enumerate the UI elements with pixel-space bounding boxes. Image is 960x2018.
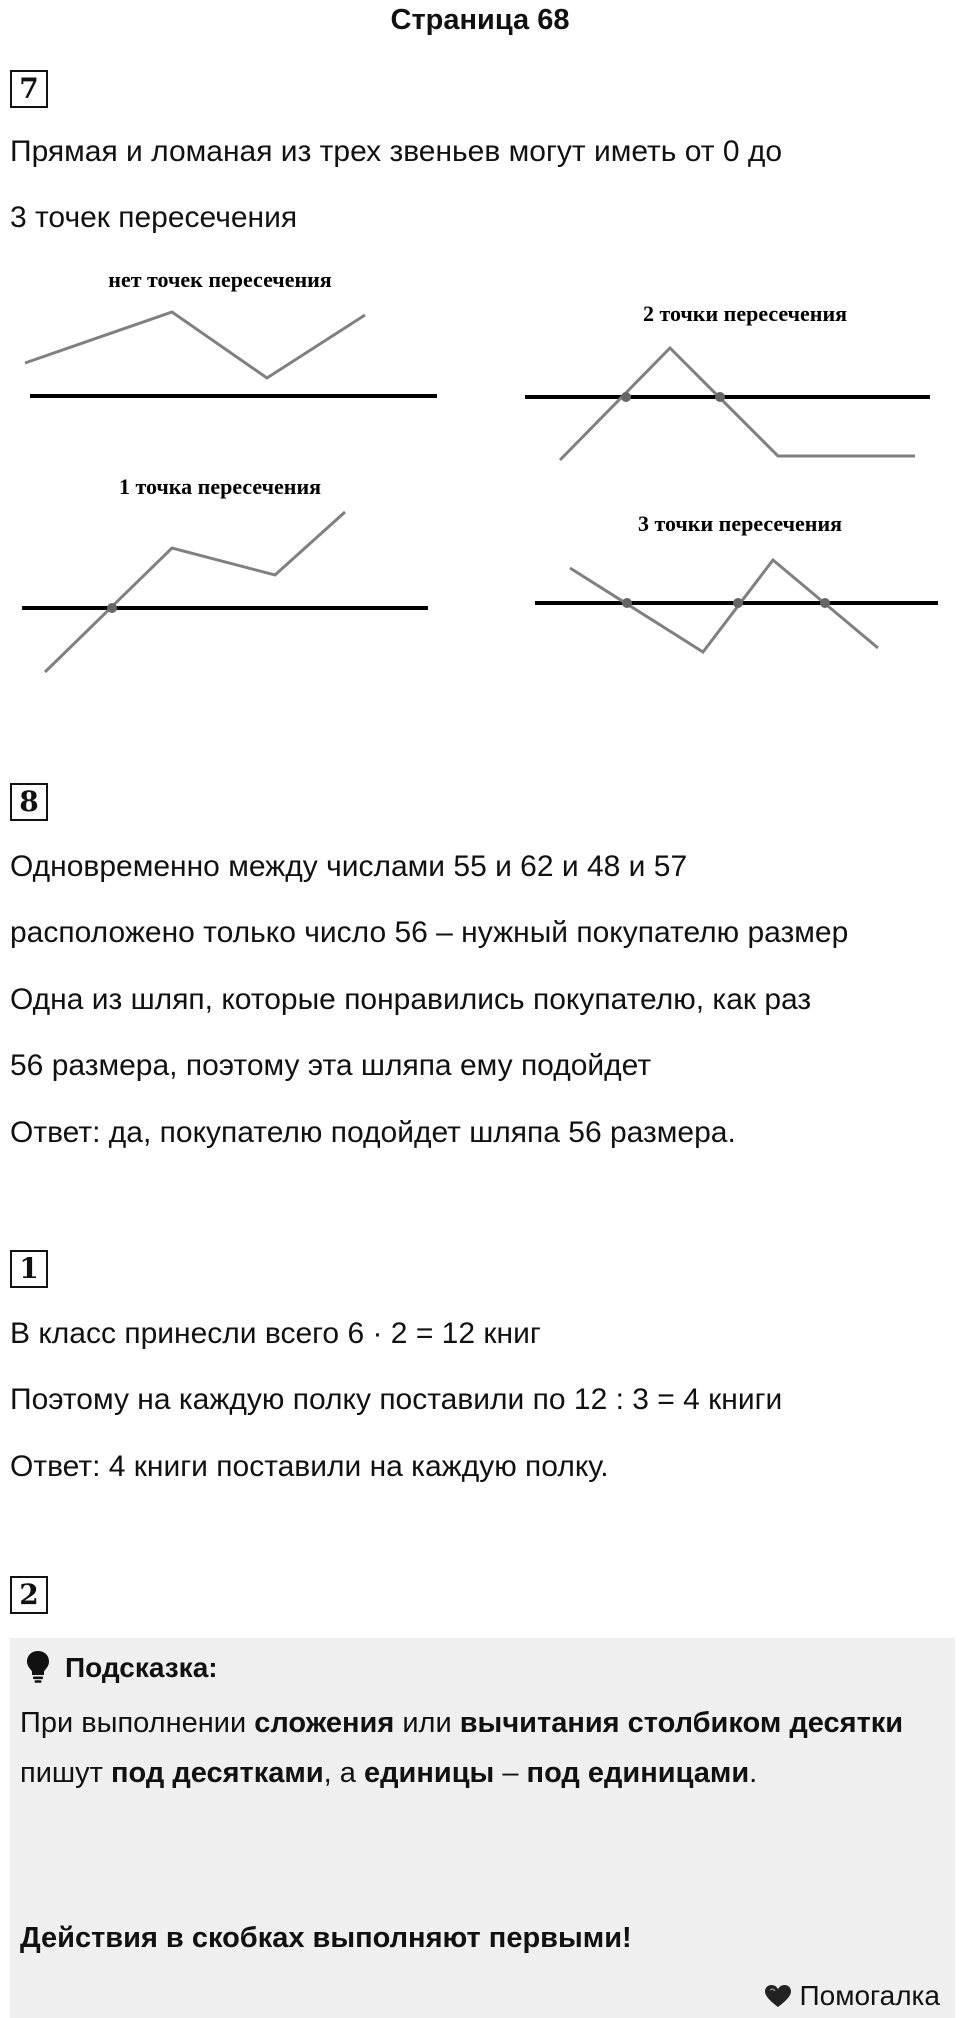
figure-caption-none: нет точек пересечения [108,267,332,292]
task7-line-1: Прямая и ломаная из трех звеньев могут иметь от 0 до [10,135,783,168]
task8-line-1: Одновременно между числами 55 и 62 и 48 и 57 [10,850,688,883]
task8-line-3: Одна из шляп, которые понравились покупателю, как раз [10,983,812,1016]
intersection-point [621,392,631,402]
polyline-three [570,560,878,652]
hint-title: Подсказка: [65,1652,218,1683]
intersection-point [820,598,830,608]
brand-name: Помогалка [799,1980,940,2011]
figure-caption-one: 1 точка пересечения [118,474,322,499]
figure-no-intersections [25,267,437,396]
lightbulb-icon [26,1650,50,1684]
intersection-figures [0,260,960,690]
task8-answer: Ответ: да, покупателю подойдет шляпа 56 размера. [10,1116,736,1149]
task1-answer: Ответ: 4 книги поставили на каждую полку. [10,1450,609,1483]
figure-one-intersection [22,474,428,672]
task-number-8: 8 [10,783,48,821]
figure-three-intersections [535,511,938,652]
figure-two-intersections [525,301,930,460]
task-number-7: 7 [10,70,48,108]
hint-text: При выполнении сложения или вычитания столбиком десятки пишут под десятками, а единицы – под единицами. [20,1707,904,1789]
figure-caption-three: 3 точки пересечения [637,511,843,536]
task1-line-2: Поэтому на каждую полку поставили по 12 : 3 = 4 книги [10,1383,783,1416]
polyline-one [45,512,345,672]
task7-line-2: 3 точек пересечения [10,201,298,234]
task1-line-1: В класс принесли всего 6 · 2 = 12 книг [10,1317,541,1350]
polyline-none [25,312,365,378]
task-number-2: 2 [10,1576,48,1614]
polyline-two [560,348,915,460]
hint-box [10,1638,955,2018]
heart-icon [764,1984,792,2008]
intersection-point [622,598,632,608]
page-title: Страница 68 [390,4,570,36]
intersection-point [107,603,117,613]
task-number-1: 1 [10,1250,48,1288]
intersection-point [715,392,725,402]
task8-line-4: 56 размера, поэтому эта шляпа ему подойдет [10,1049,652,1082]
brand-logo [764,1976,940,2016]
task8-line-2: расположено только число 56 – нужный покупателю размер [10,916,849,949]
hint-final-rule: Действия в скобках выполняют первыми! [20,1922,632,1954]
figure-caption-two: 2 точки пересечения [642,301,848,326]
intersection-point [733,598,743,608]
